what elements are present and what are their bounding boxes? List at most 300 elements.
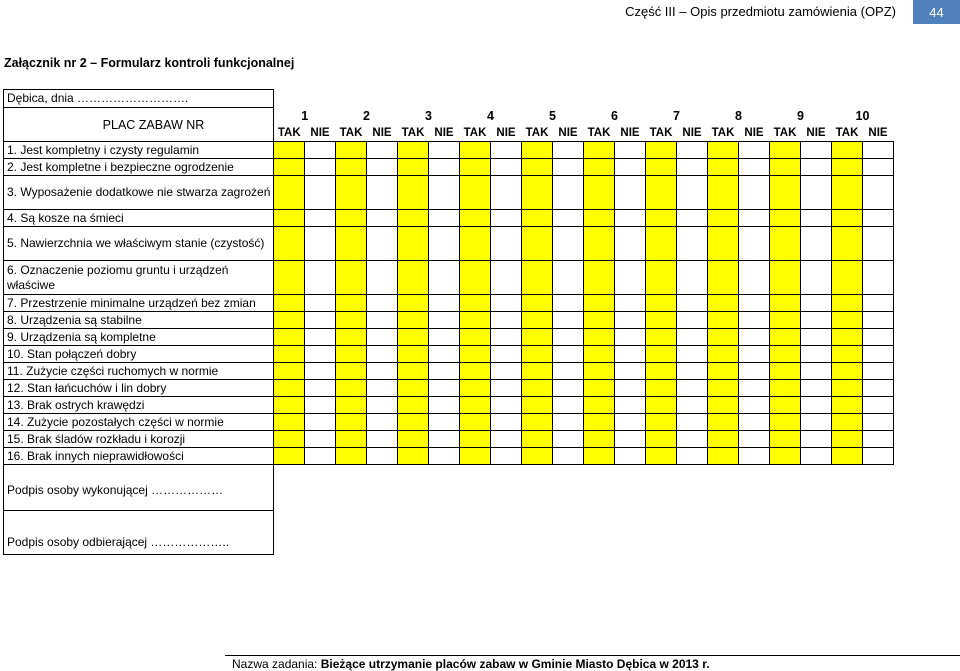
nie-cell[interactable] <box>739 329 770 346</box>
nie-cell[interactable] <box>677 295 708 312</box>
nie-cell[interactable] <box>801 210 832 227</box>
nie-cell[interactable] <box>553 261 584 295</box>
tak-cell[interactable] <box>646 363 677 380</box>
nie-cell[interactable] <box>739 397 770 414</box>
nie-cell[interactable] <box>305 431 336 448</box>
tak-cell[interactable] <box>336 312 367 329</box>
tak-cell[interactable] <box>584 431 615 448</box>
nie-cell[interactable] <box>491 295 522 312</box>
nie-cell[interactable] <box>615 261 646 295</box>
tak-cell[interactable] <box>708 210 739 227</box>
nie-cell[interactable] <box>429 346 460 363</box>
tak-cell[interactable] <box>708 448 739 465</box>
nie-cell[interactable] <box>863 261 894 295</box>
tak-cell[interactable] <box>398 295 429 312</box>
tak-cell[interactable] <box>398 448 429 465</box>
nie-cell[interactable] <box>801 414 832 431</box>
tak-cell[interactable] <box>708 363 739 380</box>
tak-cell[interactable] <box>770 159 801 176</box>
tak-cell[interactable] <box>708 312 739 329</box>
tak-cell[interactable] <box>770 346 801 363</box>
nie-cell[interactable] <box>305 380 336 397</box>
tak-cell[interactable] <box>522 448 553 465</box>
nie-cell[interactable] <box>677 414 708 431</box>
nie-cell[interactable] <box>553 142 584 159</box>
tak-cell[interactable] <box>460 261 491 295</box>
tak-cell[interactable] <box>336 448 367 465</box>
nie-cell[interactable] <box>615 176 646 210</box>
nie-cell[interactable] <box>739 414 770 431</box>
nie-cell[interactable] <box>677 159 708 176</box>
tak-cell[interactable] <box>274 448 305 465</box>
nie-cell[interactable] <box>429 210 460 227</box>
nie-cell[interactable] <box>367 159 398 176</box>
nie-cell[interactable] <box>863 312 894 329</box>
nie-cell[interactable] <box>305 414 336 431</box>
tak-cell[interactable] <box>584 414 615 431</box>
tak-cell[interactable] <box>274 380 305 397</box>
nie-cell[interactable] <box>429 397 460 414</box>
tak-cell[interactable] <box>770 380 801 397</box>
nie-cell[interactable] <box>305 210 336 227</box>
tak-cell[interactable] <box>398 176 429 210</box>
nie-cell[interactable] <box>491 210 522 227</box>
tak-cell[interactable] <box>274 159 305 176</box>
tak-cell[interactable] <box>522 142 553 159</box>
tak-cell[interactable] <box>274 261 305 295</box>
nie-cell[interactable] <box>739 142 770 159</box>
place-date-field[interactable]: Dębica, dnia ………………………. <box>4 90 274 108</box>
nie-cell[interactable] <box>801 448 832 465</box>
nie-cell[interactable] <box>367 142 398 159</box>
tak-cell[interactable] <box>584 380 615 397</box>
nie-cell[interactable] <box>615 295 646 312</box>
nie-cell[interactable] <box>801 363 832 380</box>
nie-cell[interactable] <box>615 210 646 227</box>
tak-cell[interactable] <box>398 261 429 295</box>
nie-cell[interactable] <box>305 329 336 346</box>
tak-cell[interactable] <box>460 142 491 159</box>
tak-cell[interactable] <box>398 210 429 227</box>
nie-cell[interactable] <box>367 329 398 346</box>
nie-cell[interactable] <box>429 159 460 176</box>
nie-cell[interactable] <box>677 312 708 329</box>
tak-cell[interactable] <box>274 397 305 414</box>
nie-cell[interactable] <box>429 431 460 448</box>
nie-cell[interactable] <box>615 227 646 261</box>
nie-cell[interactable] <box>429 380 460 397</box>
nie-cell[interactable] <box>491 159 522 176</box>
signature-receiver-field[interactable]: Podpis osoby odbierającej ……………….. <box>4 511 274 555</box>
tak-cell[interactable] <box>274 142 305 159</box>
tak-cell[interactable] <box>460 176 491 210</box>
nie-cell[interactable] <box>801 295 832 312</box>
nie-cell[interactable] <box>429 363 460 380</box>
nie-cell[interactable] <box>863 159 894 176</box>
tak-cell[interactable] <box>398 227 429 261</box>
tak-cell[interactable] <box>336 176 367 210</box>
tak-cell[interactable] <box>770 431 801 448</box>
tak-cell[interactable] <box>522 312 553 329</box>
nie-cell[interactable] <box>739 448 770 465</box>
tak-cell[interactable] <box>522 431 553 448</box>
nie-cell[interactable] <box>491 414 522 431</box>
tak-cell[interactable] <box>770 397 801 414</box>
nie-cell[interactable] <box>491 329 522 346</box>
nie-cell[interactable] <box>491 363 522 380</box>
nie-cell[interactable] <box>553 414 584 431</box>
tak-cell[interactable] <box>646 380 677 397</box>
nie-cell[interactable] <box>739 346 770 363</box>
nie-cell[interactable] <box>367 363 398 380</box>
tak-cell[interactable] <box>832 397 863 414</box>
tak-cell[interactable] <box>646 397 677 414</box>
nie-cell[interactable] <box>429 414 460 431</box>
tak-cell[interactable] <box>832 227 863 261</box>
nie-cell[interactable] <box>739 210 770 227</box>
tak-cell[interactable] <box>460 312 491 329</box>
tak-cell[interactable] <box>460 363 491 380</box>
nie-cell[interactable] <box>615 329 646 346</box>
tak-cell[interactable] <box>646 227 677 261</box>
tak-cell[interactable] <box>584 210 615 227</box>
tak-cell[interactable] <box>460 397 491 414</box>
tak-cell[interactable] <box>646 431 677 448</box>
tak-cell[interactable] <box>398 142 429 159</box>
tak-cell[interactable] <box>770 227 801 261</box>
nie-cell[interactable] <box>801 227 832 261</box>
tak-cell[interactable] <box>770 363 801 380</box>
nie-cell[interactable] <box>615 380 646 397</box>
tak-cell[interactable] <box>522 414 553 431</box>
nie-cell[interactable] <box>429 261 460 295</box>
tak-cell[interactable] <box>274 431 305 448</box>
tak-cell[interactable] <box>336 295 367 312</box>
nie-cell[interactable] <box>677 261 708 295</box>
nie-cell[interactable] <box>367 380 398 397</box>
tak-cell[interactable] <box>336 397 367 414</box>
tak-cell[interactable] <box>646 261 677 295</box>
nie-cell[interactable] <box>677 176 708 210</box>
nie-cell[interactable] <box>739 176 770 210</box>
nie-cell[interactable] <box>801 261 832 295</box>
nie-cell[interactable] <box>801 176 832 210</box>
tak-cell[interactable] <box>708 142 739 159</box>
tak-cell[interactable] <box>336 227 367 261</box>
tak-cell[interactable] <box>832 414 863 431</box>
nie-cell[interactable] <box>677 227 708 261</box>
nie-cell[interactable] <box>553 431 584 448</box>
nie-cell[interactable] <box>863 397 894 414</box>
nie-cell[interactable] <box>553 346 584 363</box>
nie-cell[interactable] <box>615 142 646 159</box>
tak-cell[interactable] <box>832 210 863 227</box>
nie-cell[interactable] <box>801 346 832 363</box>
tak-cell[interactable] <box>646 159 677 176</box>
nie-cell[interactable] <box>801 142 832 159</box>
nie-cell[interactable] <box>615 414 646 431</box>
tak-cell[interactable] <box>398 431 429 448</box>
tak-cell[interactable] <box>274 227 305 261</box>
tak-cell[interactable] <box>460 346 491 363</box>
tak-cell[interactable] <box>584 159 615 176</box>
tak-cell[interactable] <box>770 142 801 159</box>
nie-cell[interactable] <box>863 210 894 227</box>
nie-cell[interactable] <box>367 397 398 414</box>
nie-cell[interactable] <box>429 176 460 210</box>
nie-cell[interactable] <box>367 448 398 465</box>
tak-cell[interactable] <box>336 210 367 227</box>
tak-cell[interactable] <box>274 363 305 380</box>
tak-cell[interactable] <box>708 414 739 431</box>
tak-cell[interactable] <box>708 176 739 210</box>
nie-cell[interactable] <box>677 397 708 414</box>
tak-cell[interactable] <box>336 261 367 295</box>
tak-cell[interactable] <box>708 346 739 363</box>
tak-cell[interactable] <box>708 159 739 176</box>
nie-cell[interactable] <box>367 295 398 312</box>
tak-cell[interactable] <box>398 329 429 346</box>
nie-cell[interactable] <box>305 261 336 295</box>
tak-cell[interactable] <box>460 159 491 176</box>
nie-cell[interactable] <box>305 142 336 159</box>
tak-cell[interactable] <box>584 142 615 159</box>
tak-cell[interactable] <box>832 380 863 397</box>
tak-cell[interactable] <box>770 329 801 346</box>
tak-cell[interactable] <box>708 380 739 397</box>
tak-cell[interactable] <box>584 346 615 363</box>
tak-cell[interactable] <box>274 210 305 227</box>
nie-cell[interactable] <box>677 210 708 227</box>
nie-cell[interactable] <box>615 363 646 380</box>
nie-cell[interactable] <box>367 227 398 261</box>
nie-cell[interactable] <box>739 295 770 312</box>
nie-cell[interactable] <box>615 397 646 414</box>
tak-cell[interactable] <box>646 312 677 329</box>
tak-cell[interactable] <box>832 329 863 346</box>
nie-cell[interactable] <box>367 210 398 227</box>
tak-cell[interactable] <box>708 227 739 261</box>
nie-cell[interactable] <box>367 346 398 363</box>
nie-cell[interactable] <box>739 159 770 176</box>
tak-cell[interactable] <box>522 363 553 380</box>
nie-cell[interactable] <box>553 295 584 312</box>
tak-cell[interactable] <box>770 448 801 465</box>
nie-cell[interactable] <box>863 363 894 380</box>
tak-cell[interactable] <box>274 346 305 363</box>
nie-cell[interactable] <box>367 261 398 295</box>
nie-cell[interactable] <box>429 142 460 159</box>
tak-cell[interactable] <box>584 261 615 295</box>
nie-cell[interactable] <box>553 363 584 380</box>
nie-cell[interactable] <box>429 329 460 346</box>
tak-cell[interactable] <box>832 142 863 159</box>
tak-cell[interactable] <box>584 176 615 210</box>
tak-cell[interactable] <box>522 159 553 176</box>
tak-cell[interactable] <box>336 142 367 159</box>
tak-cell[interactable] <box>522 380 553 397</box>
nie-cell[interactable] <box>429 312 460 329</box>
tak-cell[interactable] <box>398 414 429 431</box>
nie-cell[interactable] <box>553 312 584 329</box>
nie-cell[interactable] <box>429 295 460 312</box>
nie-cell[interactable] <box>305 346 336 363</box>
tak-cell[interactable] <box>832 176 863 210</box>
nie-cell[interactable] <box>553 227 584 261</box>
tak-cell[interactable] <box>336 414 367 431</box>
nie-cell[interactable] <box>677 380 708 397</box>
nie-cell[interactable] <box>801 329 832 346</box>
tak-cell[interactable] <box>770 295 801 312</box>
nie-cell[interactable] <box>491 448 522 465</box>
nie-cell[interactable] <box>615 346 646 363</box>
nie-cell[interactable] <box>491 397 522 414</box>
tak-cell[interactable] <box>398 363 429 380</box>
nie-cell[interactable] <box>677 142 708 159</box>
tak-cell[interactable] <box>708 397 739 414</box>
tak-cell[interactable] <box>336 159 367 176</box>
nie-cell[interactable] <box>739 312 770 329</box>
tak-cell[interactable] <box>646 329 677 346</box>
tak-cell[interactable] <box>646 295 677 312</box>
nie-cell[interactable] <box>305 159 336 176</box>
tak-cell[interactable] <box>646 142 677 159</box>
tak-cell[interactable] <box>522 295 553 312</box>
tak-cell[interactable] <box>460 329 491 346</box>
nie-cell[interactable] <box>677 346 708 363</box>
tak-cell[interactable] <box>708 329 739 346</box>
tak-cell[interactable] <box>460 448 491 465</box>
nie-cell[interactable] <box>367 312 398 329</box>
tak-cell[interactable] <box>708 295 739 312</box>
nie-cell[interactable] <box>863 227 894 261</box>
tak-cell[interactable] <box>584 397 615 414</box>
tak-cell[interactable] <box>398 380 429 397</box>
tak-cell[interactable] <box>522 210 553 227</box>
nie-cell[interactable] <box>677 329 708 346</box>
nie-cell[interactable] <box>305 227 336 261</box>
tak-cell[interactable] <box>708 261 739 295</box>
tak-cell[interactable] <box>770 261 801 295</box>
tak-cell[interactable] <box>460 227 491 261</box>
tak-cell[interactable] <box>274 312 305 329</box>
tak-cell[interactable] <box>584 312 615 329</box>
nie-cell[interactable] <box>739 380 770 397</box>
tak-cell[interactable] <box>274 295 305 312</box>
nie-cell[interactable] <box>367 414 398 431</box>
tak-cell[interactable] <box>832 346 863 363</box>
tak-cell[interactable] <box>460 295 491 312</box>
tak-cell[interactable] <box>274 329 305 346</box>
tak-cell[interactable] <box>522 176 553 210</box>
tak-cell[interactable] <box>646 414 677 431</box>
nie-cell[interactable] <box>739 227 770 261</box>
tak-cell[interactable] <box>460 414 491 431</box>
tak-cell[interactable] <box>584 363 615 380</box>
tak-cell[interactable] <box>398 312 429 329</box>
tak-cell[interactable] <box>770 312 801 329</box>
tak-cell[interactable] <box>832 448 863 465</box>
nie-cell[interactable] <box>491 346 522 363</box>
nie-cell[interactable] <box>429 448 460 465</box>
tak-cell[interactable] <box>646 448 677 465</box>
tak-cell[interactable] <box>336 329 367 346</box>
nie-cell[interactable] <box>553 210 584 227</box>
nie-cell[interactable] <box>677 431 708 448</box>
nie-cell[interactable] <box>615 448 646 465</box>
nie-cell[interactable] <box>491 312 522 329</box>
nie-cell[interactable] <box>305 312 336 329</box>
nie-cell[interactable] <box>739 363 770 380</box>
tak-cell[interactable] <box>522 329 553 346</box>
nie-cell[interactable] <box>553 448 584 465</box>
nie-cell[interactable] <box>863 380 894 397</box>
tak-cell[interactable] <box>832 363 863 380</box>
tak-cell[interactable] <box>770 176 801 210</box>
tak-cell[interactable] <box>770 414 801 431</box>
tak-cell[interactable] <box>770 210 801 227</box>
nie-cell[interactable] <box>553 159 584 176</box>
nie-cell[interactable] <box>491 431 522 448</box>
tak-cell[interactable] <box>274 414 305 431</box>
tak-cell[interactable] <box>646 210 677 227</box>
nie-cell[interactable] <box>615 431 646 448</box>
tak-cell[interactable] <box>522 227 553 261</box>
nie-cell[interactable] <box>491 261 522 295</box>
tak-cell[interactable] <box>708 431 739 448</box>
tak-cell[interactable] <box>336 431 367 448</box>
nie-cell[interactable] <box>491 176 522 210</box>
nie-cell[interactable] <box>305 176 336 210</box>
nie-cell[interactable] <box>553 329 584 346</box>
nie-cell[interactable] <box>739 261 770 295</box>
signature-executor-field[interactable]: Podpis osoby wykonującej ……………… <box>4 483 274 511</box>
nie-cell[interactable] <box>863 176 894 210</box>
nie-cell[interactable] <box>863 448 894 465</box>
nie-cell[interactable] <box>491 227 522 261</box>
tak-cell[interactable] <box>646 346 677 363</box>
nie-cell[interactable] <box>305 448 336 465</box>
tak-cell[interactable] <box>398 159 429 176</box>
nie-cell[interactable] <box>553 380 584 397</box>
tak-cell[interactable] <box>832 159 863 176</box>
tak-cell[interactable] <box>336 363 367 380</box>
nie-cell[interactable] <box>615 312 646 329</box>
nie-cell[interactable] <box>801 312 832 329</box>
nie-cell[interactable] <box>801 159 832 176</box>
nie-cell[interactable] <box>677 448 708 465</box>
nie-cell[interactable] <box>305 397 336 414</box>
tak-cell[interactable] <box>398 397 429 414</box>
nie-cell[interactable] <box>801 380 832 397</box>
nie-cell[interactable] <box>367 176 398 210</box>
tak-cell[interactable] <box>832 431 863 448</box>
nie-cell[interactable] <box>305 295 336 312</box>
tak-cell[interactable] <box>274 176 305 210</box>
nie-cell[interactable] <box>863 431 894 448</box>
nie-cell[interactable] <box>491 380 522 397</box>
nie-cell[interactable] <box>615 159 646 176</box>
tak-cell[interactable] <box>584 295 615 312</box>
nie-cell[interactable] <box>739 431 770 448</box>
tak-cell[interactable] <box>832 312 863 329</box>
nie-cell[interactable] <box>801 431 832 448</box>
tak-cell[interactable] <box>646 176 677 210</box>
nie-cell[interactable] <box>491 142 522 159</box>
tak-cell[interactable] <box>398 346 429 363</box>
tak-cell[interactable] <box>460 210 491 227</box>
nie-cell[interactable] <box>429 227 460 261</box>
